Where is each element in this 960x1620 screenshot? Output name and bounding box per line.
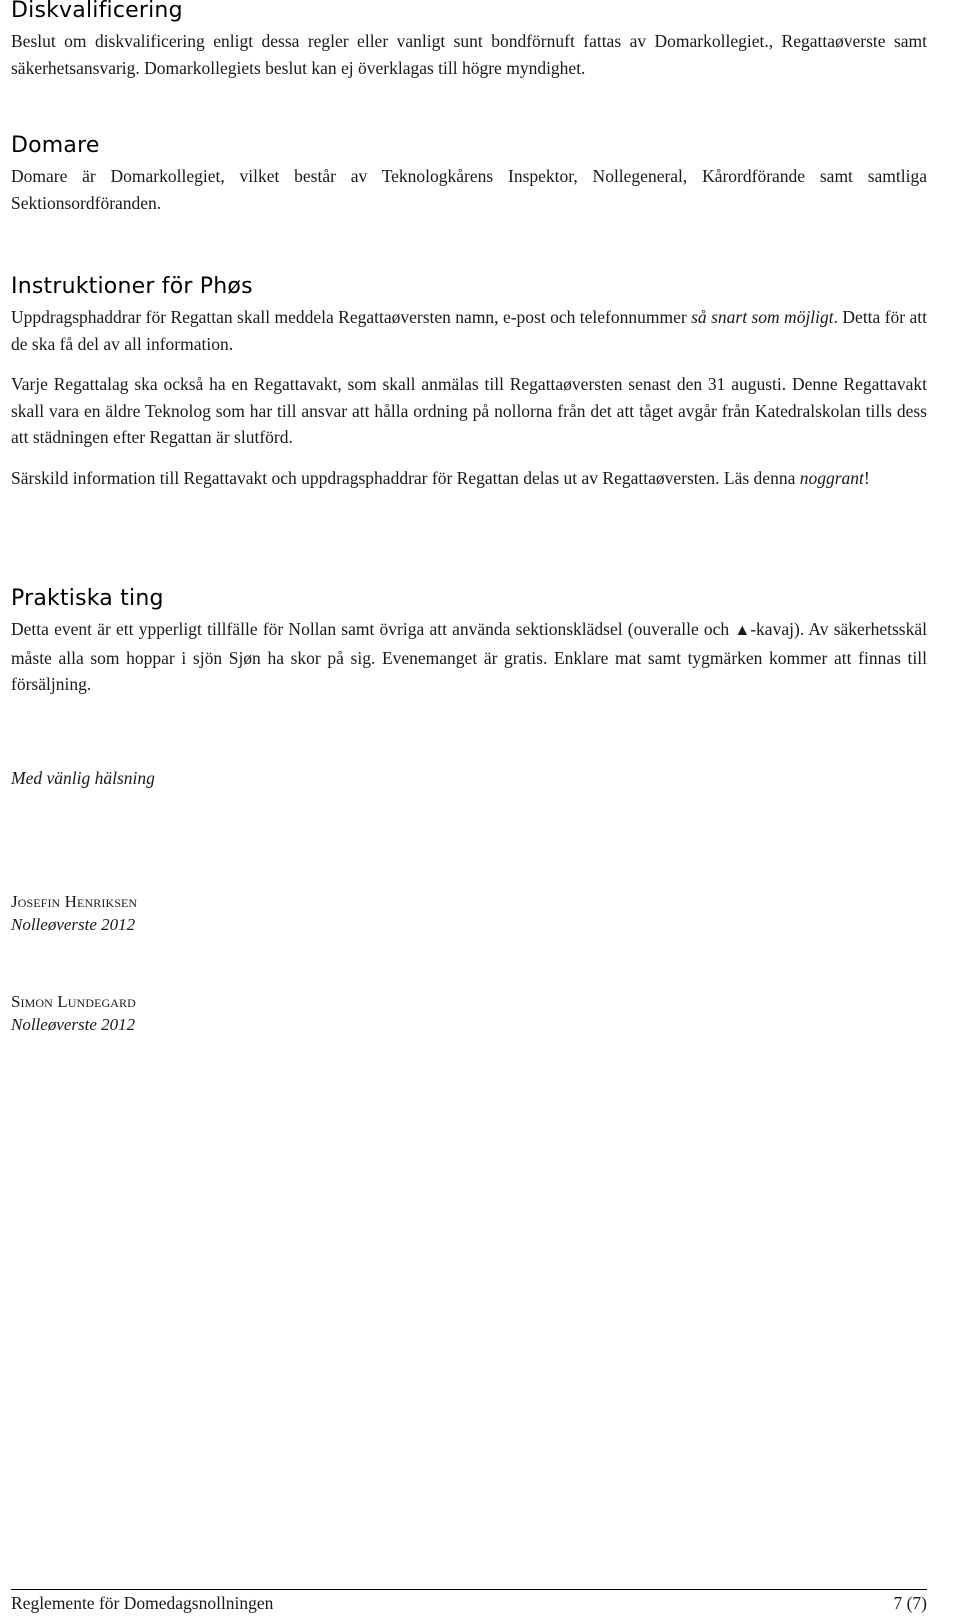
section-domare	[11, 132, 927, 216]
signer-name: Simon Lundegard	[11, 992, 136, 1011]
footer-page-number: 7 (7)	[893, 1593, 927, 1613]
paragraph-instruktioner-2: Varje Regattalag ska också ha en Regattavakt, som skall anmälas till Regattaøversten senast den 31 augusti. Denne Regattavakt skall vara en äldre Teknolog som har till ansvar att hålla ordning på nollorna från det att tåget avgår från Katedralskolan tills dess att städningen efter Regattan är slutförd.	[11, 374, 927, 447]
text-run: Detta event är ett ypperligt tillfälle för Nollan samt övriga att använda sektionsklädsel (ouveralle och	[11, 619, 735, 639]
footer-document-title: Reglemente för Domedagsnollningen	[11, 1593, 274, 1613]
paragraph-praktiska-ting	[11, 616, 927, 698]
signature-block	[11, 892, 137, 935]
section-instruktioner	[11, 273, 927, 491]
heading-instruktioner: Instruktioner för Phøs	[11, 274, 253, 299]
text-run: -kavaj). Av säkerhetsskäl måste alla som hoppar i sjön Sjøn ha skor på sig. Evenemanget är gratis. Enklare mat samt tygmärken kommer att finnas till försäljning.	[11, 619, 927, 694]
closing-greeting: Med vänlig hälsning	[11, 768, 155, 788]
document-page	[11, 0, 927, 1620]
section-diskvalificering	[11, 0, 927, 81]
text-run: !	[863, 467, 870, 488]
emphasis-text: så snart som möjligt	[691, 307, 834, 327]
heading-diskvalificering: Diskvalificering	[11, 0, 183, 23]
signer-title: Nolleøverste 2012	[11, 915, 136, 934]
paragraph-instruktioner-3	[11, 465, 927, 492]
emphasis-text: noggrant	[799, 467, 864, 488]
signature-block	[11, 992, 136, 1035]
section-praktiska-ting	[11, 585, 927, 698]
footer-divider	[11, 1589, 927, 1590]
text-run: Särskild information till Regattavakt och uppdragsphaddrar för Regattan delas ut av Regattaøversten. Läs denna	[11, 467, 800, 488]
paragraph-instruktioner-1	[11, 304, 927, 357]
triangle-symbol-icon: ▲	[734, 622, 751, 639]
signer-name: Josefin Henriksen	[11, 892, 138, 911]
text-run: Uppdragsphaddrar för Regattan skall meddela Regattaøversten namn, e-post och telefonnummer	[11, 307, 692, 327]
paragraph-domare: Domare är Domarkollegiet, vilket består av Teknologkårens Inspektor, Nollegeneral, Kårordförande samt samtliga Sektionsordföranden.	[11, 166, 927, 213]
text-run: . Detta för att de ska få del av all information.	[11, 307, 928, 354]
paragraph-diskvalificering: Beslut om diskvalificering enligt dessa regler eller vanligt sunt bondförnuft fattas av Domarkollegiet., Regattaøverste samt säkerhetsansvarig. Domarkollegiets beslut kan ej överklagas till högre myndighet.	[11, 31, 927, 78]
heading-domare: Domare	[11, 133, 100, 158]
heading-praktiska-ting: Praktiska ting	[11, 586, 164, 611]
signer-title: Nolleøverste 2012	[11, 1015, 136, 1034]
